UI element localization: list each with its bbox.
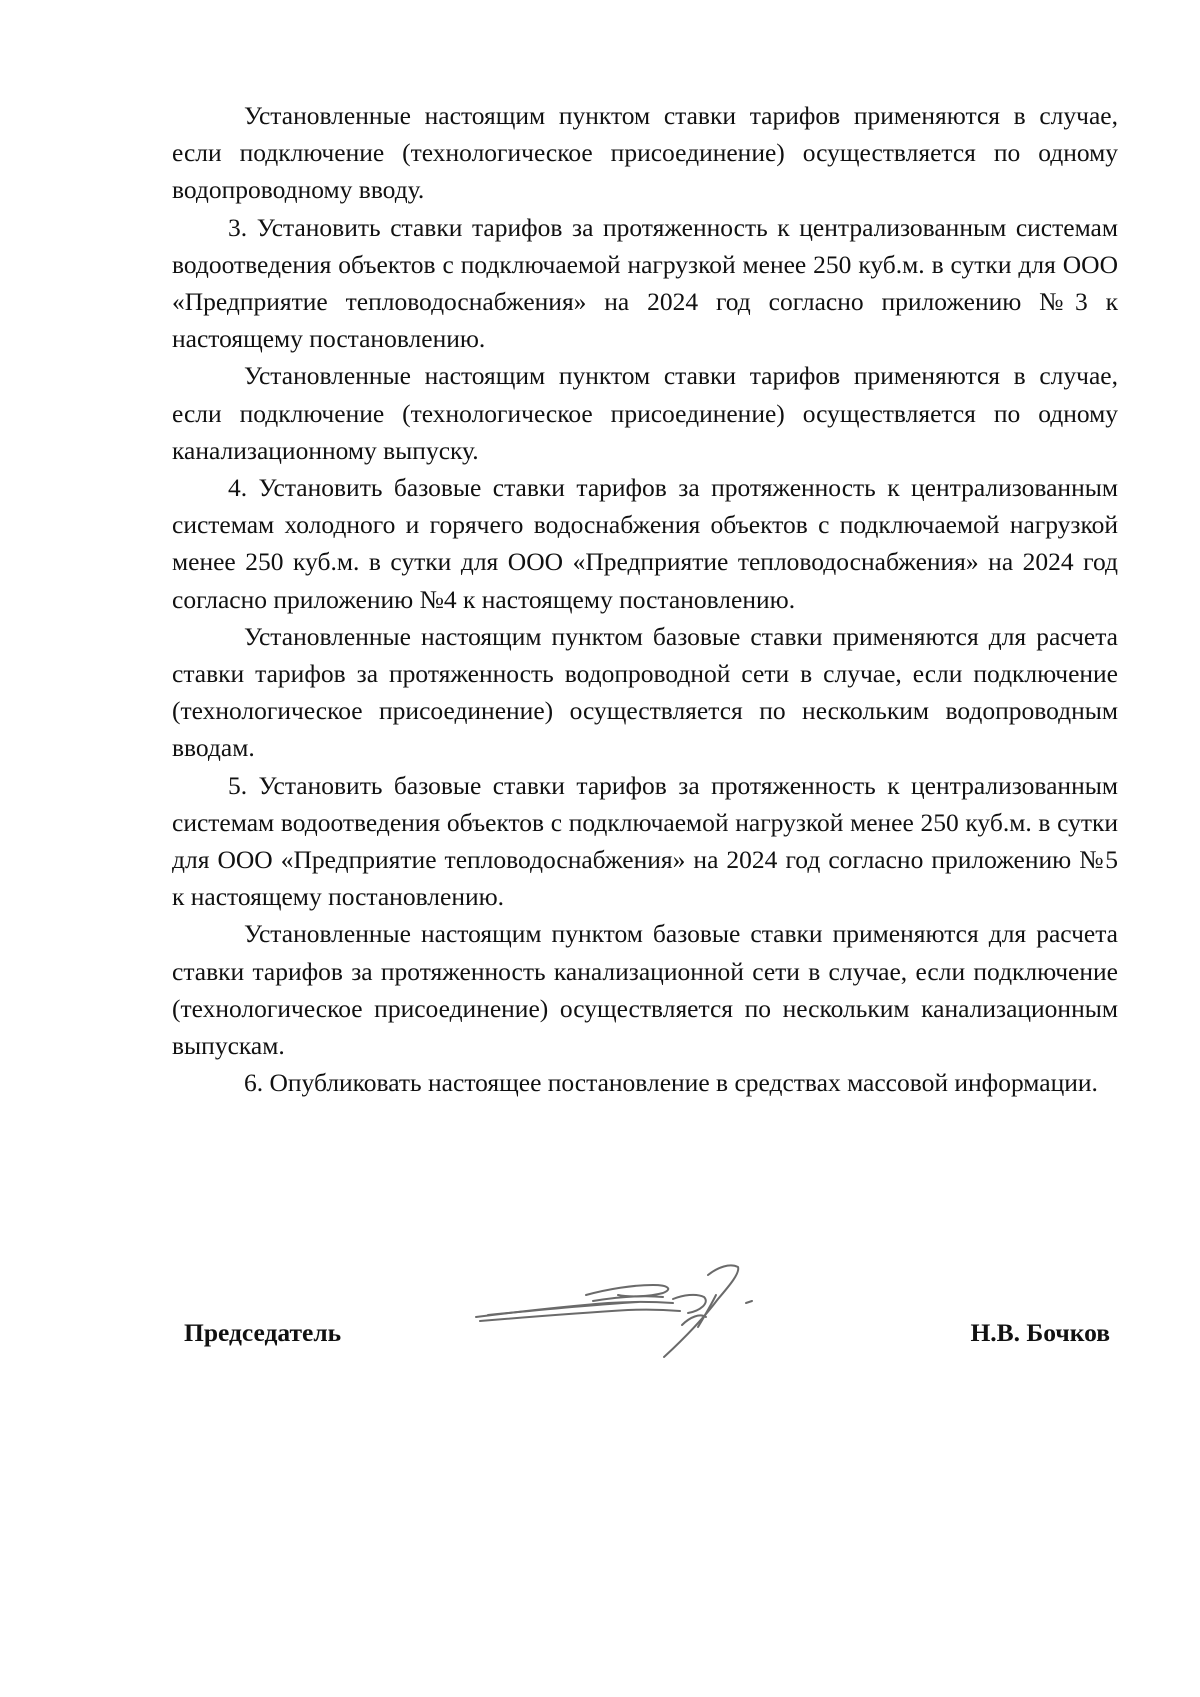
paragraph-item-6: 6. Опубликовать настоящее постановление в средствах массовой информации. <box>244 1068 1098 1098</box>
signatory-role: Председатель <box>184 1318 342 1347</box>
handwritten-signature <box>468 1255 788 1365</box>
paragraph-sewer-network-note: Установленные настоящим пунктом базовые ставки применяются для расчета ставки тарифов за протяженность канализационной сети в случае, если подключение (технологическое присоединение) осуществляется по нескольким канализационным выпускам. <box>172 919 1118 1061</box>
paragraph-water-input-note: Установленные настоящим пунктом ставки тарифов применяются в случае, если подключение (технологическое присоединение) осуществляется по одному водопроводному вводу. <box>172 101 1118 205</box>
signature-block <box>180 1300 1110 1380</box>
document-body <box>172 97 1118 1101</box>
paragraph-water-network-note: Установленные настоящим пунктом базовые ставки применяются для расчета ставки тарифов за протяженность водопроводной сети в случае, если подключение (технологическое присоединение) осуществляется по нескольким водопроводным вводам. <box>172 621 1118 763</box>
paragraph-sewer-output-note: Установленные настоящим пунктом ставки тарифов применяются в случае, если подключение (технологическое присоединение) осуществляется по одному канализационному выпуску. <box>172 361 1118 465</box>
paragraph-item-5: 5. Установить базовые ставки тарифов за протяженность к централизованным системам водоотведения объектов с подключаемой нагрузкой менее 250 куб.м. в сутки для ООО «Предприятие тепловодоснабжения» на 2024 год согласно приложению №5 к настоящему постановлению. <box>172 770 1118 912</box>
paragraph-item-3: 3. Установить ставки тарифов за протяженность к централизованным системам водоотведения объектов с подключаемой нагрузкой менее 250 куб.м. в сутки для ООО «Предприятие тепловодоснабжения» на 2024 год согласно приложению №3 к настоящему постановлению. <box>172 212 1118 354</box>
paragraph-item-4: 4. Установить базовые ставки тарифов за протяженность к централизованным системам холодного и горячего водоснабжения объектов с подключаемой нагрузкой менее 250 куб.м. в сутки для ООО «Предприятие тепловодоснабжения» на 2024 год согласно приложению №4 к настоящему постановлению. <box>172 473 1118 614</box>
signatory-name: Н.В. Бочков <box>970 1318 1110 1347</box>
